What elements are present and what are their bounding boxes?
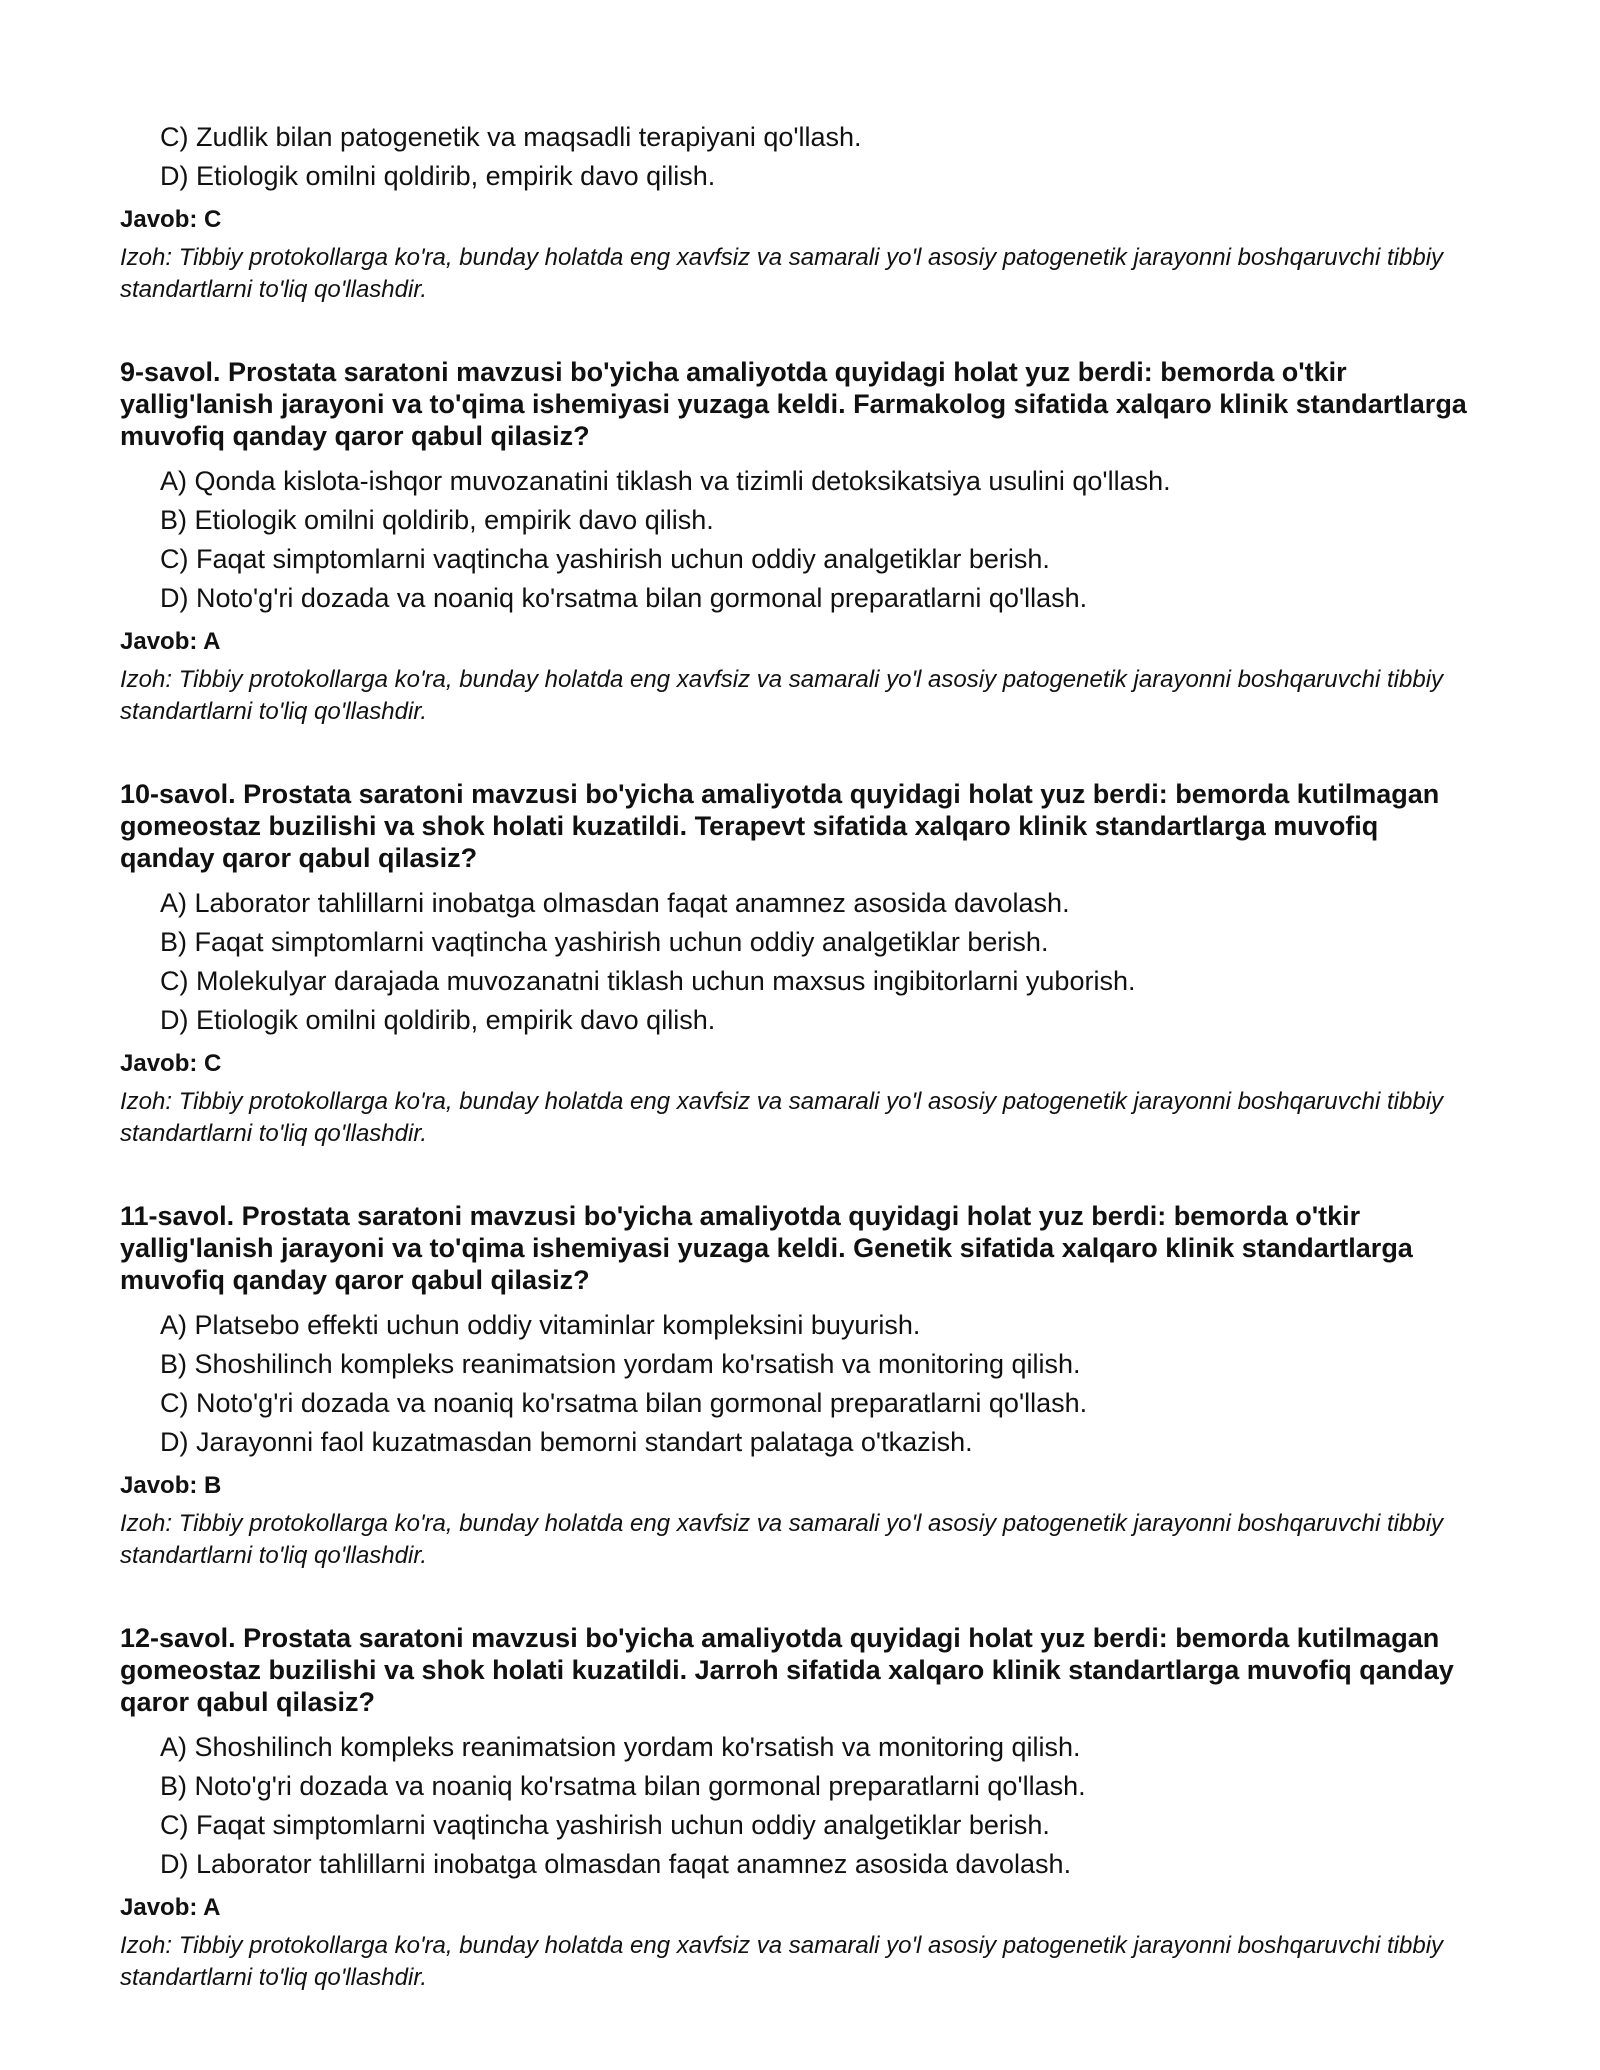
- answer-label: Javob: C: [120, 1050, 222, 1077]
- option-b: B) Faqat simptomlarni vaqtincha yashirish uchun oddiy analgetiklar berish.: [160, 927, 1049, 957]
- question-text: 11-savol. Prostata saratoni mavzusi bo'yicha amaliyotda quyidagi holat yuz berdi: bemorda o'tkir yallig'lanish jarayoni va to'qima ishemiyasi yuzaga keldi. Genetik sifatida xalqaro klinik standartlarga muvofiq qanday qaror qabul qilasiz?: [120, 1201, 1413, 1295]
- option-d: D) Noto'g'ri dozada va noaniq ko'rsatma bilan gormonal preparatlarni qo'llash.: [160, 583, 1088, 613]
- option-d: D) Jarayonni faol kuzatmasdan bemorni standart palataga o'tkazish.: [160, 1427, 973, 1457]
- option-c: C) Zudlik bilan patogenetik va maqsadli terapiyani qo'llash.: [160, 122, 862, 152]
- options-list: [120, 1306, 1480, 1462]
- option-c: C) Molekulyar darajada muvozanatni tiklash uchun maxsus ingibitorlarni yuborish.: [160, 966, 1136, 996]
- question-9: [120, 356, 1480, 728]
- answer-label: Javob: C: [120, 206, 222, 233]
- option-c: C) Noto'g'ri dozada va noaniq ko'rsatma bilan gormonal preparatlarni qo'llash.: [160, 1388, 1088, 1418]
- question-8-continuation: [120, 118, 1480, 306]
- option-c: C) Faqat simptomlarni vaqtincha yashirish uchun oddiy analgetiklar berish.: [160, 1810, 1050, 1840]
- option-b: B) Shoshilinch kompleks reanimatsion yordam ko'rsatish va monitoring qilish.: [160, 1349, 1081, 1379]
- option-d: D) Laborator tahlillarni inobatga olmasdan faqat anamnez asosida davolash.: [160, 1849, 1072, 1879]
- explanation-note: Izoh: Tibbiy protokollarga ko'ra, bunday holatda eng xavfsiz va samarali yo'l asosiy patogenetik jarayonni boshqaruvchi tibbiy standartlarni to'liq qo'llashdir.: [120, 244, 1444, 303]
- answer-label: Javob: A: [120, 1894, 221, 1921]
- option-a: A) Laborator tahlillarni inobatga olmasdan faqat anamnez asosida davolash.: [160, 888, 1070, 918]
- question-text: 12-savol. Prostata saratoni mavzusi bo'yicha amaliyotda quyidagi holat yuz berdi: bemorda kutilmagan gomeostaz buzilishi va shok holati kuzatildi. Jarroh sifatida xalqaro klinik standartlarga muvofiq qanday qaror qabul qilasiz?: [120, 1623, 1454, 1717]
- option-d: D) Etiologik omilni qoldirib, empirik davo qilish.: [160, 1005, 716, 1035]
- question-11: [120, 1200, 1480, 1572]
- explanation-note: Izoh: Tibbiy protokollarga ko'ra, bunday holatda eng xavfsiz va samarali yo'l asosiy patogenetik jarayonni boshqaruvchi tibbiy standartlarni to'liq qo'llashdir.: [120, 1932, 1444, 1991]
- options-list: [120, 462, 1480, 618]
- options-list: [120, 884, 1480, 1040]
- options-list: [120, 1728, 1480, 1884]
- explanation-note: Izoh: Tibbiy protokollarga ko'ra, bunday holatda eng xavfsiz va samarali yo'l asosiy patogenetik jarayonni boshqaruvchi tibbiy standartlarni to'liq qo'llashdir.: [120, 1510, 1444, 1569]
- option-c: C) Faqat simptomlarni vaqtincha yashirish uchun oddiy analgetiklar berish.: [160, 544, 1050, 574]
- question-text: 9-savol. Prostata saratoni mavzusi bo'yicha amaliyotda quyidagi holat yuz berdi: bemorda o'tkir yallig'lanish jarayoni va to'qima ishemiyasi yuzaga keldi. Farmakolog sifatida xalqaro klinik standartlarga muvofiq qanday qaror qabul qilasiz?: [120, 357, 1467, 451]
- answer-label: Javob: A: [120, 628, 221, 655]
- question-text: 10-savol. Prostata saratoni mavzusi bo'yicha amaliyotda quyidagi holat yuz berdi: bemorda kutilmagan gomeostaz buzilishi va shok holati kuzatildi. Terapevt sifatida xalqaro klinik standartlarga muvofiq qanday qaror qabul qilasiz?: [120, 779, 1440, 873]
- option-d: D) Etiologik omilni qoldirib, empirik davo qilish.: [160, 161, 716, 191]
- explanation-note: Izoh: Tibbiy protokollarga ko'ra, bunday holatda eng xavfsiz va samarali yo'l asosiy patogenetik jarayonni boshqaruvchi tibbiy standartlarni to'liq qo'llashdir.: [120, 1088, 1444, 1147]
- question-12: [120, 1622, 1480, 1994]
- option-b: B) Etiologik omilni qoldirib, empirik davo qilish.: [160, 505, 714, 535]
- question-10: [120, 778, 1480, 1150]
- option-a: A) Shoshilinch kompleks reanimatsion yordam ko'rsatish va monitoring qilish.: [160, 1732, 1081, 1762]
- answer-label: Javob: B: [120, 1472, 222, 1499]
- option-a: A) Platsebo effekti uchun oddiy vitaminlar kompleksini buyurish.: [160, 1310, 921, 1340]
- option-b: B) Noto'g'ri dozada va noaniq ko'rsatma bilan gormonal preparatlarni qo'llash.: [160, 1771, 1086, 1801]
- explanation-note: Izoh: Tibbiy protokollarga ko'ra, bunday holatda eng xavfsiz va samarali yo'l asosiy patogenetik jarayonni boshqaruvchi tibbiy standartlarni to'liq qo'llashdir.: [120, 666, 1444, 725]
- option-a: A) Qonda kislota-ishqor muvozanatini tiklash va tizimli detoksikatsiya usulini qo'llash.: [160, 466, 1171, 496]
